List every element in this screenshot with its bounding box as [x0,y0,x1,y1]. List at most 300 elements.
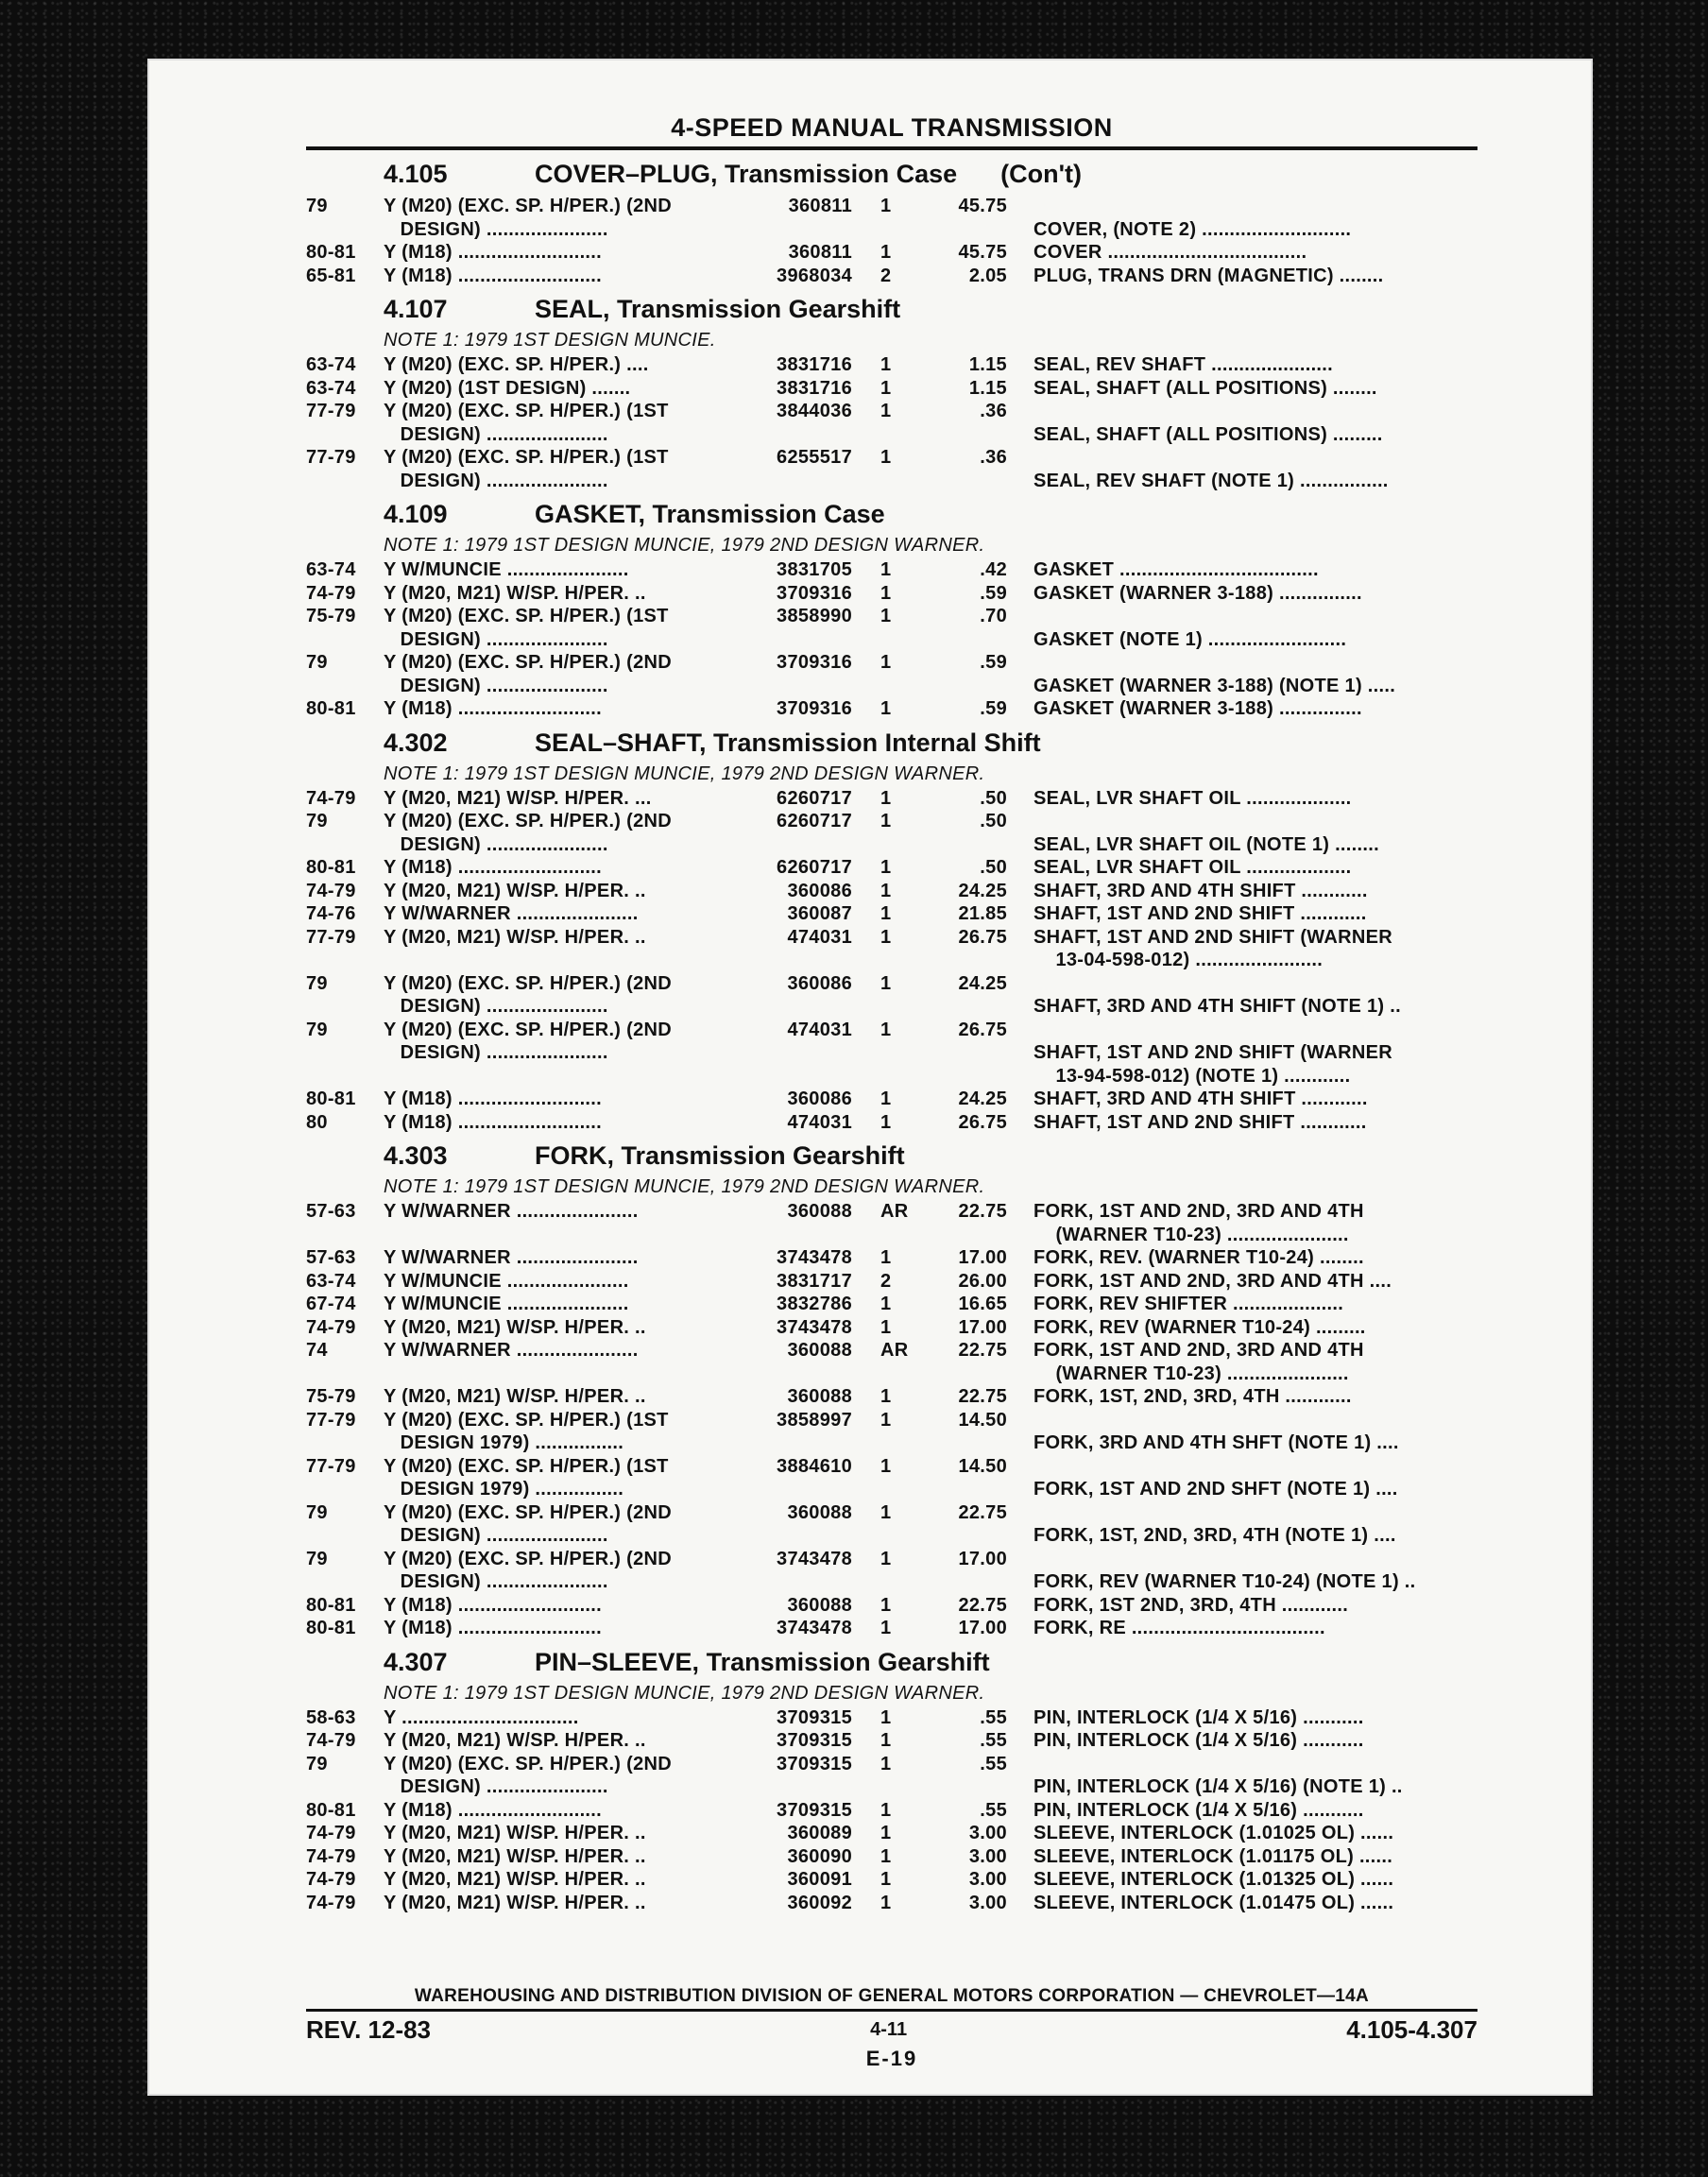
application: Y (M20, M21) W/SP. H/PER. .. [384,1316,646,1338]
part-row [306,1200,1477,1246]
part-description: FORK, 1ST AND 2ND, 3RD AND 4TH .... [1033,1270,1392,1292]
quantity: 1 [880,1618,892,1638]
model-years: 80-81 [306,1594,356,1616]
part-description: SEAL, SHAFT (ALL POSITIONS) ......... [1033,423,1383,445]
model-years: 79 [306,1019,328,1040]
part-number: 474031 [787,1111,852,1133]
model-years: 63-74 [306,559,356,580]
part-description: FORK, 1ST AND 2ND, 3RD AND 4TH (WARNER T10-23) ...................... [1033,1340,1364,1384]
model-years: 79 [306,196,328,216]
part-row [306,1501,1477,1548]
part-description: SHAFT, 3RD AND 4TH SHIFT ............ [1033,880,1368,901]
part-description: GASKET (NOTE 1) ......................... [1033,628,1347,650]
section-note: NOTE 1: 1979 1ST DESIGN MUNCIE, 1979 2ND DESIGN WARNER. [384,1176,985,1197]
quantity: 1 [880,401,892,421]
section-rows [306,195,1477,287]
part-description: FORK, REV (WARNER T10-24) ......... [1033,1316,1366,1338]
part-row [306,265,1477,288]
price: 26.75 [958,1019,1007,1040]
part-number: 3709315 [777,1753,852,1774]
quantity: 1 [880,1247,892,1268]
part-number: 3743478 [777,1316,852,1338]
price: 24.25 [958,972,1007,994]
price: 2.05 [968,265,1007,286]
part-description: FORK, REV. (WARNER T10-24) ........ [1033,1247,1364,1268]
application: Y (M20, M21) W/SP. H/PER. .. [384,1730,646,1751]
section-heading [306,500,1477,529]
price: 22.75 [958,1340,1007,1361]
part-description: GASKET .................................... [1033,559,1319,580]
part-row [306,1270,1477,1294]
quantity: 1 [880,582,892,604]
model-years: 80-81 [306,1618,356,1638]
part-number: 360087 [787,903,852,924]
part-row [306,1594,1477,1618]
quantity: 1 [880,1111,892,1133]
section-number: 4.302 [384,728,448,757]
part-description: SLEEVE, INTERLOCK (1.01175 OL) ...... [1033,1845,1393,1867]
part-number: 3709315 [777,1799,852,1821]
part-description: SEAL, LVR SHAFT OIL (NOTE 1) ........ [1033,833,1379,855]
section-title: SEAL–SHAFT, Transmission Internal Shift [535,728,1041,757]
section-rows [306,353,1477,492]
application: Y (M20) (EXC. SP. H/PER.) (2ND DESIGN) ...................... [384,1019,672,1063]
price: 1.15 [968,354,1007,375]
application: Y W/WARNER ...................... [384,903,639,924]
application: Y W/MUNCIE ...................... [384,559,629,580]
sections-container [306,160,1477,1914]
page-title: 4-SPEED MANUAL TRANSMISSION [306,113,1477,150]
part-description: SEAL, REV SHAFT ...................... [1033,354,1333,375]
part-row [306,1868,1477,1892]
part-number: 3743478 [777,1548,852,1569]
part-description: PIN, INTERLOCK (1/4 X 5/16) ........... [1033,1730,1364,1751]
part-description: SEAL, REV SHAFT (NOTE 1) ................ [1033,470,1389,491]
application: Y W/MUNCIE ...................... [384,1270,629,1292]
model-years: 79 [306,811,328,831]
application: Y (M20, M21) W/SP. H/PER. .. [384,880,646,901]
price: 1.15 [968,377,1007,399]
part-number: 3968034 [777,265,852,286]
part-row [306,1316,1477,1340]
price: 22.75 [958,1201,1007,1222]
footer-division-line: WAREHOUSING AND DISTRIBUTION DIVISION OF GENERAL MOTORS CORPORATION — CHEVROLET—14A [306,1986,1477,2012]
section-note: NOTE 1: 1979 1ST DESIGN MUNCIE. [384,330,716,351]
model-years: 77-79 [306,401,356,421]
part-number: 3858990 [777,606,852,626]
part-number: 474031 [787,1019,852,1040]
price: 26.00 [958,1270,1007,1292]
page-footer [306,1986,1477,2071]
model-years: 80-81 [306,1088,356,1109]
quantity: 1 [880,1730,892,1751]
model-years: 79 [306,1548,328,1569]
part-row [306,1822,1477,1845]
part-number: 360811 [788,196,852,216]
catalog-section [306,1648,1477,1915]
model-years: 74-79 [306,880,356,901]
price: 14.50 [958,1455,1007,1477]
model-years: 58-63 [306,1706,356,1728]
model-years: 77-79 [306,1455,356,1477]
section-title: SEAL, Transmission Gearshift [535,295,901,323]
section-continued: (Con't) [1000,160,1083,188]
price: .36 [980,401,1007,421]
price: .70 [980,606,1007,626]
price: .36 [980,447,1007,468]
part-row [306,1339,1477,1385]
part-number: 3831716 [777,354,852,375]
part-number: 360086 [787,880,852,901]
price: .50 [980,811,1007,831]
part-description: FORK, 1ST 2ND, 3RD, 4TH ............ [1033,1594,1349,1616]
quantity: 1 [880,447,892,468]
part-number: 360088 [787,1340,852,1361]
section-note: NOTE 1: 1979 1ST DESIGN MUNCIE, 1979 2ND DESIGN WARNER. [384,1682,985,1704]
part-row [306,902,1477,926]
model-years: 57-63 [306,1201,356,1222]
price: 17.00 [958,1548,1007,1569]
price: .55 [980,1753,1007,1774]
price: 14.50 [958,1409,1007,1431]
price: 3.00 [968,1845,1007,1867]
quantity: 1 [880,1019,892,1040]
section-rows [306,787,1477,1135]
price: 22.75 [958,1501,1007,1523]
part-number: 360086 [787,1088,852,1109]
section-number: 4.105 [384,160,448,188]
part-number: 360090 [787,1845,852,1867]
part-row [306,1845,1477,1869]
catalog-section [306,500,1477,721]
application: Y (M20, M21) W/SP. H/PER. ... [384,787,652,809]
quantity: 1 [880,606,892,626]
model-years: 74-79 [306,1730,356,1751]
model-years: 80-81 [306,698,356,719]
price: 17.00 [958,1247,1007,1268]
part-number: 3709316 [777,582,852,604]
model-years: 80-81 [306,1799,356,1821]
section-number: 4.109 [384,500,448,528]
quantity: 1 [880,1753,892,1774]
application: Y (M20) (1ST DESIGN) ....... [384,377,631,399]
page-content [306,113,1477,1914]
model-years: 75-79 [306,1386,356,1407]
model-years: 79 [306,1753,328,1774]
model-years: 74-76 [306,903,356,924]
application: Y (M20, M21) W/SP. H/PER. .. [384,1386,646,1407]
model-years: 74-79 [306,1845,356,1867]
sheet-number: E-19 [865,2047,918,2070]
part-description: FORK, 3RD AND 4TH SHFT (NOTE 1) .... [1033,1432,1399,1453]
part-row [306,446,1477,492]
model-years: 74-79 [306,1869,356,1890]
quantity: 2 [880,1270,892,1292]
price: 21.85 [958,903,1007,924]
part-number: 3743478 [777,1618,852,1638]
section-title: FORK, Transmission Gearshift [535,1141,905,1170]
part-row [306,880,1477,903]
quantity: 1 [880,1799,892,1821]
part-description: SEAL, LVR SHAFT OIL ................... [1033,787,1352,809]
quantity: 1 [880,903,892,924]
price: 24.25 [958,880,1007,901]
part-number: 3884610 [777,1455,852,1477]
model-years: 79 [306,972,328,994]
quantity: 1 [880,880,892,901]
model-years: 77-79 [306,1409,356,1431]
part-row [306,1892,1477,1915]
quantity: 1 [880,377,892,399]
application: Y (M18) .......................... [384,1594,602,1616]
quantity: 1 [880,1501,892,1523]
price: .59 [980,652,1007,673]
part-number: 3709315 [777,1706,852,1728]
model-years: 80-81 [306,242,356,263]
model-years: 67-74 [306,1294,356,1314]
part-number: 3831705 [777,559,852,580]
part-row [306,558,1477,582]
price: .59 [980,582,1007,604]
quantity: 1 [880,1409,892,1431]
application: Y W/WARNER ...................... [384,1201,639,1222]
part-description: COVER .................................... [1033,242,1307,263]
catalog-section [306,160,1477,287]
part-row [306,1753,1477,1799]
quantity: 1 [880,857,892,878]
part-description: GASKET (WARNER 3-188) ............... [1033,582,1362,604]
part-number: 6260717 [777,787,852,809]
application: Y (M20, M21) W/SP. H/PER. .. [384,1869,646,1890]
part-number: 360092 [787,1892,852,1913]
application: Y (M20) (EXC. SP. H/PER.) (1ST DESIGN 1979) ................ [384,1455,669,1500]
application: Y (M20) (EXC. SP. H/PER.) (2ND DESIGN) ...................... [384,972,672,1017]
part-row [306,605,1477,651]
section-title: PIN–SLEEVE, Transmission Gearshift [535,1647,990,1676]
part-row [306,1111,1477,1135]
quantity: 1 [880,1548,892,1569]
catalog-page [147,59,1593,2096]
part-row [306,1409,1477,1455]
part-number: 360088 [787,1594,852,1616]
model-years: 79 [306,652,328,673]
price: .42 [980,559,1007,580]
part-number: 474031 [787,926,852,948]
part-row [306,972,1477,1019]
quantity: AR [880,1340,909,1361]
application: Y (M20, M21) W/SP. H/PER. .. [384,1892,646,1913]
part-description: GASKET (WARNER 3-188) ............... [1033,698,1362,719]
part-number: 3858997 [777,1409,852,1431]
part-description: PIN, INTERLOCK (1/4 X 5/16) ........... [1033,1799,1364,1821]
application: Y (M20) (EXC. SP. H/PER.) (2ND DESIGN) ...................... [384,811,672,855]
model-years: 57-63 [306,1247,356,1268]
quantity: 2 [880,265,892,286]
part-description: SLEEVE, INTERLOCK (1.01325 OL) ...... [1033,1869,1394,1890]
price: 26.75 [958,926,1007,948]
part-number: 6255517 [777,447,852,468]
section-number: 4.307 [384,1647,448,1676]
part-row [306,1706,1477,1730]
part-description: SHAFT, 3RD AND 4TH SHIFT (NOTE 1) .. [1033,996,1401,1017]
price: 22.75 [958,1386,1007,1407]
quantity: 1 [880,1892,892,1913]
part-description: FORK, RE ................................... [1033,1618,1325,1638]
model-years: 74 [306,1340,328,1361]
section-heading [306,1648,1477,1677]
part-description: SLEEVE, INTERLOCK (1.01025 OL) ...... [1033,1823,1394,1843]
part-number: 3831716 [777,377,852,399]
application: Y (M20, M21) W/SP. H/PER. .. [384,1823,646,1843]
catalog-section [306,1141,1477,1640]
model-years: 77-79 [306,926,356,948]
price: 22.75 [958,1594,1007,1616]
section-heading [306,1141,1477,1171]
part-description: GASKET (WARNER 3-188) (NOTE 1) ..... [1033,675,1396,696]
part-description: SEAL, SHAFT (ALL POSITIONS) ........ [1033,377,1377,399]
price: 17.00 [958,1316,1007,1338]
part-number: 3844036 [777,401,852,421]
part-row [306,377,1477,401]
application: Y (M18) .......................... [384,265,602,286]
application: Y (M18) .......................... [384,242,602,263]
quantity: 1 [880,1706,892,1728]
part-row [306,651,1477,697]
model-years: 74-79 [306,1892,356,1913]
part-row [306,1293,1477,1316]
application: Y (M18) .......................... [384,1618,602,1638]
part-description: SLEEVE, INTERLOCK (1.01475 OL) ...... [1033,1892,1394,1913]
price: 45.75 [958,196,1007,216]
quantity: 1 [880,1869,892,1890]
quantity: 1 [880,1594,892,1616]
part-description: SHAFT, 1ST AND 2ND SHIFT ............ [1033,1111,1367,1133]
application: Y (M20) (EXC. SP. H/PER.) .... [384,354,649,375]
part-description: COVER, (NOTE 2) ........................... [1033,218,1352,240]
quantity: 1 [880,1088,892,1109]
application: Y ................................ [384,1706,579,1728]
model-years: 65-81 [306,265,356,286]
quantity: 1 [880,196,892,216]
section-note: NOTE 1: 1979 1ST DESIGN MUNCIE, 1979 2ND DESIGN WARNER. [384,535,985,556]
application: Y (M20) (EXC. SP. H/PER.) (2ND DESIGN) ...................... [384,196,672,240]
application: Y (M18) .......................... [384,857,602,878]
part-description: SHAFT, 1ST AND 2ND SHIFT (WARNER 13-94-598-012) (NOTE 1) ............ [1033,1042,1392,1087]
quantity: 1 [880,1294,892,1314]
footer-row [306,2015,1477,2045]
quantity: 1 [880,787,892,809]
section-note: NOTE 1: 1979 1ST DESIGN MUNCIE, 1979 2ND DESIGN WARNER. [384,763,985,784]
part-description: SHAFT, 1ST AND 2ND SHIFT (WARNER 13-04-598-012) ....................... [1033,926,1392,970]
price: 3.00 [968,1892,1007,1913]
application: Y W/WARNER ...................... [384,1247,639,1268]
catalog-section [306,729,1477,1135]
price: 26.75 [958,1111,1007,1133]
price: .50 [980,787,1007,809]
application: Y (M20) (EXC. SP. H/PER.) (2ND DESIGN) ...................... [384,1753,672,1797]
part-row [306,582,1477,606]
price: 3.00 [968,1869,1007,1890]
application: Y W/WARNER ...................... [384,1340,639,1361]
part-number: 3709315 [777,1730,852,1751]
application: Y (M20) (EXC. SP. H/PER.) (2ND DESIGN) ...................... [384,1548,672,1592]
model-years: 74-79 [306,1823,356,1843]
part-number: 3832786 [777,1294,852,1314]
page-number: 4-11 [870,2019,908,2040]
quantity: 1 [880,559,892,580]
part-row [306,1729,1477,1753]
section-heading [306,160,1477,189]
part-number: 3709316 [777,652,852,673]
quantity: 1 [880,652,892,673]
part-number: 3743478 [777,1247,852,1268]
quantity: 1 [880,698,892,719]
part-number: 6260717 [777,811,852,831]
part-description: FORK, REV (WARNER T10-24) (NOTE 1) .. [1033,1571,1416,1592]
quantity: 1 [880,1845,892,1867]
part-number: 3709316 [777,698,852,719]
part-description: FORK, 1ST AND 2ND SHFT (NOTE 1) .... [1033,1479,1398,1500]
model-years: 74-79 [306,582,356,604]
model-years: 63-74 [306,1270,356,1292]
part-row [306,1617,1477,1640]
model-years: 80-81 [306,857,356,878]
section-rows [306,1706,1477,1915]
part-row [306,353,1477,377]
application: Y (M20) (EXC. SP. H/PER.) (1ST DESIGN 1979) ................ [384,1409,669,1453]
part-row [306,926,1477,972]
part-description: FORK, 1ST, 2ND, 3RD, 4TH ............ [1033,1386,1352,1407]
part-number: 360088 [787,1386,852,1407]
application: Y (M18) .......................... [384,1111,602,1133]
quantity: 1 [880,1316,892,1338]
part-row [306,697,1477,721]
part-number: 360086 [787,972,852,994]
part-description: PIN, INTERLOCK (1/4 X 5/16) ........... [1033,1706,1364,1728]
quantity: 1 [880,1455,892,1477]
model-years: 75-79 [306,606,356,626]
quantity: 1 [880,1386,892,1407]
part-row [306,1455,1477,1501]
part-row [306,1246,1477,1270]
model-years: 63-74 [306,377,356,399]
section-heading [306,295,1477,324]
quantity: 1 [880,354,892,375]
price: 24.25 [958,1088,1007,1109]
part-number: 6260717 [777,857,852,878]
model-years: 63-74 [306,354,356,375]
application: Y (M20) (EXC. SP. H/PER.) (1ST DESIGN) ...................... [384,447,669,491]
model-years: 74-79 [306,1316,356,1338]
part-description: SEAL, LVR SHAFT OIL ................... [1033,857,1352,878]
quantity: 1 [880,926,892,948]
price: .55 [980,1730,1007,1751]
application: Y (M20) (EXC. SP. H/PER.) (2ND DESIGN) ...................... [384,1501,672,1546]
quantity: AR [880,1201,909,1222]
application: Y (M20) (EXC. SP. H/PER.) (1ST DESIGN) ...................... [384,401,669,445]
price: 45.75 [958,242,1007,263]
section-number: 4.303 [384,1141,448,1170]
part-description: SHAFT, 3RD AND 4TH SHIFT ............ [1033,1088,1368,1109]
quantity: 1 [880,972,892,994]
price: 16.65 [958,1294,1007,1314]
part-row [306,1385,1477,1409]
section-rows [306,1200,1477,1640]
part-number: 360088 [787,1501,852,1523]
part-number: 360811 [788,242,852,263]
application: Y (M20, M21) W/SP. H/PER. .. [384,926,646,948]
part-row [306,1019,1477,1088]
